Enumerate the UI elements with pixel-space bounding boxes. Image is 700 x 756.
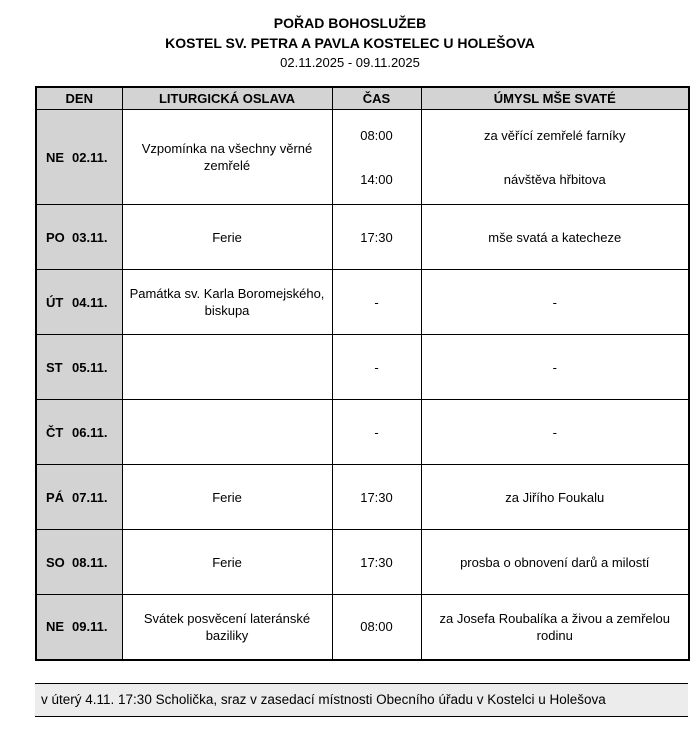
celebration-cell: Vzpomínka na všechny věrné zemřelé (122, 110, 332, 205)
celebration-cell (122, 400, 332, 465)
table-header-row (36, 87, 689, 110)
day-abbr: ČT (46, 424, 64, 440)
day-date: 03.11. (72, 229, 108, 245)
intention-value: návštěva hřbitova (503, 171, 606, 187)
time-value: 08:00 (360, 127, 393, 143)
table-row (36, 205, 689, 270)
table-row (36, 110, 689, 205)
time-value: 14:00 (360, 171, 393, 187)
day-date: 09.11. (72, 619, 108, 635)
day-abbr: ST (46, 359, 63, 375)
table-row (36, 400, 689, 465)
day-date: 02.11. (72, 149, 108, 165)
column-header-cas: ČAS (332, 87, 421, 110)
page-title: POŘAD BOHOSLUŽEB (273, 15, 427, 31)
day-abbr: SO (46, 554, 65, 570)
time-cell: 17:30 (332, 465, 421, 530)
column-header-den: DEN (36, 87, 122, 110)
intention-cell: za Josefa Roubalíka a živou a zemřelou rodinu (421, 595, 689, 660)
day-cell (36, 270, 122, 335)
intention-value: za věřící zemřelé farníky (483, 127, 626, 143)
day-cell (36, 110, 122, 205)
table-row (36, 465, 689, 530)
time-cell (332, 110, 421, 205)
column-header-umysl: ÚMYSL MŠE SVATÉ (421, 87, 689, 110)
table-row (36, 595, 689, 660)
celebration-cell: Ferie (122, 205, 332, 270)
time-cell: 17:30 (332, 205, 421, 270)
day-date: 06.11. (72, 424, 108, 440)
column-header-oslava: LITURGICKÁ OSLAVA (122, 87, 332, 110)
time-cell: - (332, 335, 421, 400)
church-name: KOSTEL SV. PETRA A PAVLA KOSTELEC U HOLEŠOVA (165, 35, 535, 51)
day-date: 05.11. (72, 359, 108, 375)
time-cell: 08:00 (332, 595, 421, 660)
celebration-cell (122, 335, 332, 400)
celebration-cell: Památka sv. Karla Boromejského, biskupa (122, 270, 332, 335)
day-cell (36, 205, 122, 270)
day-abbr: NE (46, 149, 65, 165)
day-cell (36, 335, 122, 400)
intention-cell: - (421, 335, 689, 400)
time-cell: - (332, 270, 421, 335)
intention-cell: prosba o obnovení darů a milostí (421, 530, 689, 595)
celebration-cell: Svátek posvěcení lateránské baziliky (122, 595, 332, 660)
celebration-cell: Ferie (122, 465, 332, 530)
day-abbr: PÁ (46, 489, 65, 505)
intention-cell (421, 110, 689, 205)
celebration-cell: Ferie (122, 530, 332, 595)
day-date: 07.11. (72, 489, 108, 505)
document-header (0, 13, 700, 73)
table-row (36, 530, 689, 595)
intention-cell: za Jiřího Foukalu (421, 465, 689, 530)
time-cell: - (332, 400, 421, 465)
day-abbr: ÚT (46, 294, 64, 310)
schedule-table (35, 86, 690, 661)
day-cell (36, 530, 122, 595)
day-cell (36, 595, 122, 660)
day-cell (36, 400, 122, 465)
day-date: 08.11. (72, 554, 108, 570)
intention-cell: - (421, 270, 689, 335)
date-range: 02.11.2025 - 09.11.2025 (280, 55, 420, 70)
table-row (36, 270, 689, 335)
day-abbr: PO (46, 229, 65, 245)
footer-note: v úterý 4.11. 17:30 Scholička, sraz v zasedací místnosti Obecního úřadu v Kostelci u Holešova (35, 683, 688, 717)
time-cell: 17:30 (332, 530, 421, 595)
intention-cell: mše svatá a katecheze (421, 205, 689, 270)
table-row (36, 335, 689, 400)
day-cell (36, 465, 122, 530)
day-date: 04.11. (72, 294, 108, 310)
day-abbr: NE (46, 619, 65, 635)
intention-cell: - (421, 400, 689, 465)
